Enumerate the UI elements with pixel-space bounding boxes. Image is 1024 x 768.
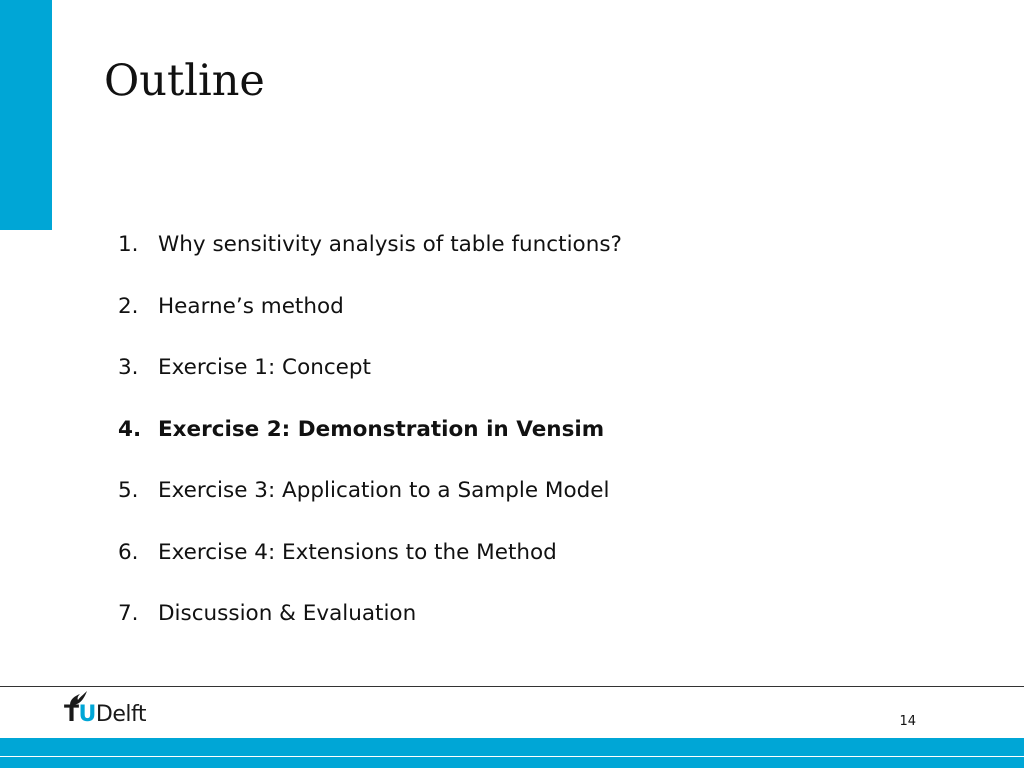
outline-item-2 (118, 276, 622, 338)
page-number: 14 (899, 714, 916, 729)
tu-delft-logo (60, 690, 170, 734)
outline-item-text: Hearne’s method (158, 293, 344, 319)
outline-item-3 (118, 337, 622, 399)
outline-item-text: Exercise 1: Concept (158, 355, 371, 381)
logo-wordmark (64, 702, 146, 728)
outline-item-number: 6. (118, 539, 139, 565)
outline-item-number: 5. (118, 478, 139, 504)
bottom-bar-stripe (0, 756, 1024, 757)
outline-item-1 (118, 214, 622, 276)
accent-block (0, 0, 52, 230)
outline-item-5 (118, 460, 622, 522)
logo-text-delft: Delft (95, 702, 146, 727)
outline-item-number: 1. (118, 232, 139, 258)
outline-item-number: 7. (118, 601, 139, 627)
footer-divider (0, 686, 1024, 687)
outline-list (118, 214, 622, 645)
outline-item-text: Exercise 2: Demonstration in Vensim (158, 416, 605, 442)
outline-item-6 (118, 522, 622, 584)
outline-item-text: Why sensitivity analysis of table functions? (158, 232, 622, 258)
logo-text-u: U (78, 702, 96, 727)
outline-item-7 (118, 583, 622, 645)
outline-item-4 (118, 399, 622, 461)
outline-item-text: Discussion & Evaluation (158, 601, 417, 627)
outline-item-text: Exercise 3: Application to a Sample Model (158, 478, 610, 504)
bottom-bar (0, 738, 1024, 768)
outline-item-number: 3. (118, 355, 139, 381)
outline-item-number: 2. (118, 293, 139, 319)
slide-title: Outline (104, 56, 265, 106)
logo-text-t: T (64, 702, 79, 727)
outline-item-text: Exercise 4: Extensions to the Method (158, 539, 557, 565)
outline-item-number: 4. (118, 416, 142, 442)
